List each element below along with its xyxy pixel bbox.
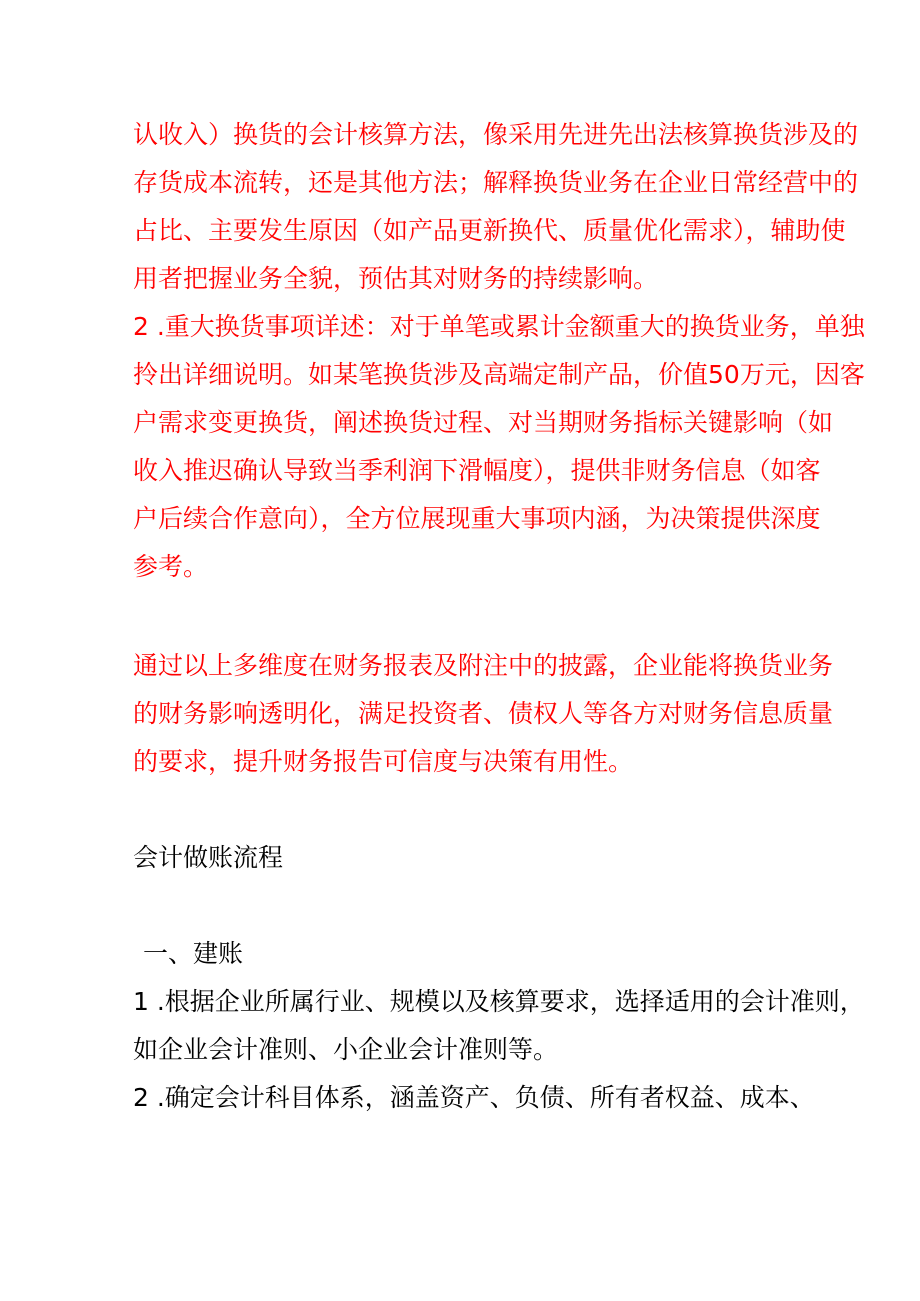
text-line: 用者把握业务全貌，预估其对财务的持续影响。 <box>133 264 659 293</box>
text-line: 户需求变更换货，阐述换货过程、对当期财务指标关键影响（如 <box>133 408 834 437</box>
text-line: 的财务影响透明化，满足投资者、债权人等各方对财务信息质量 <box>133 699 834 728</box>
section-title: 会计做账流程 <box>133 843 284 872</box>
text-line: 拎出详细说明。如某笔换货涉及高端定制产品，价值50万元，因客 <box>133 360 865 389</box>
steps-paragraph <box>133 978 865 1122</box>
text-line: 认收入）换货的会计核算方法，像采用先进先出法核算换货涉及的 <box>133 120 859 149</box>
text-line: 的要求，提升财务报告可信度与决策有用性。 <box>133 747 634 776</box>
text-line: 户后续合作意向），全方位展现重大事项内涵，为决策提供深度 <box>133 504 821 533</box>
text-line: 通过以上多维度在财务报表及附注中的披露，企业能将换货业务 <box>133 651 834 680</box>
text-line: 占比、主要发生原因（如产品更新换代、质量优化需求），辅助使 <box>133 216 846 245</box>
text-line: 如企业会计准则、小企业会计准则等。 <box>133 1035 559 1064</box>
text-line: 参考。 <box>133 552 209 581</box>
red-paragraph-major-exchange <box>133 303 865 591</box>
text-line: 2 .重大换货事项详述：对于单笔或累计金额重大的换货业务，单独 <box>133 312 865 341</box>
text-line: 收入推迟确认导致当季利润下滑幅度），提供非财务信息（如客 <box>133 456 821 485</box>
text-line: 存货成本流转，还是其他方法；解释换货业务在企业日常经营中的 <box>133 168 859 197</box>
text-line: 2 .确定会计科目体系，涵盖资产、负债、所有者权益、成本、 <box>133 1083 815 1112</box>
red-paragraph-summary <box>133 642 833 786</box>
text-line: 1 .根据企业所属行业、规模以及核算要求，选择适用的会计准则， <box>133 987 865 1016</box>
subsection-title: 一、建账 <box>143 939 244 968</box>
red-paragraph-accounting-method <box>133 111 859 303</box>
